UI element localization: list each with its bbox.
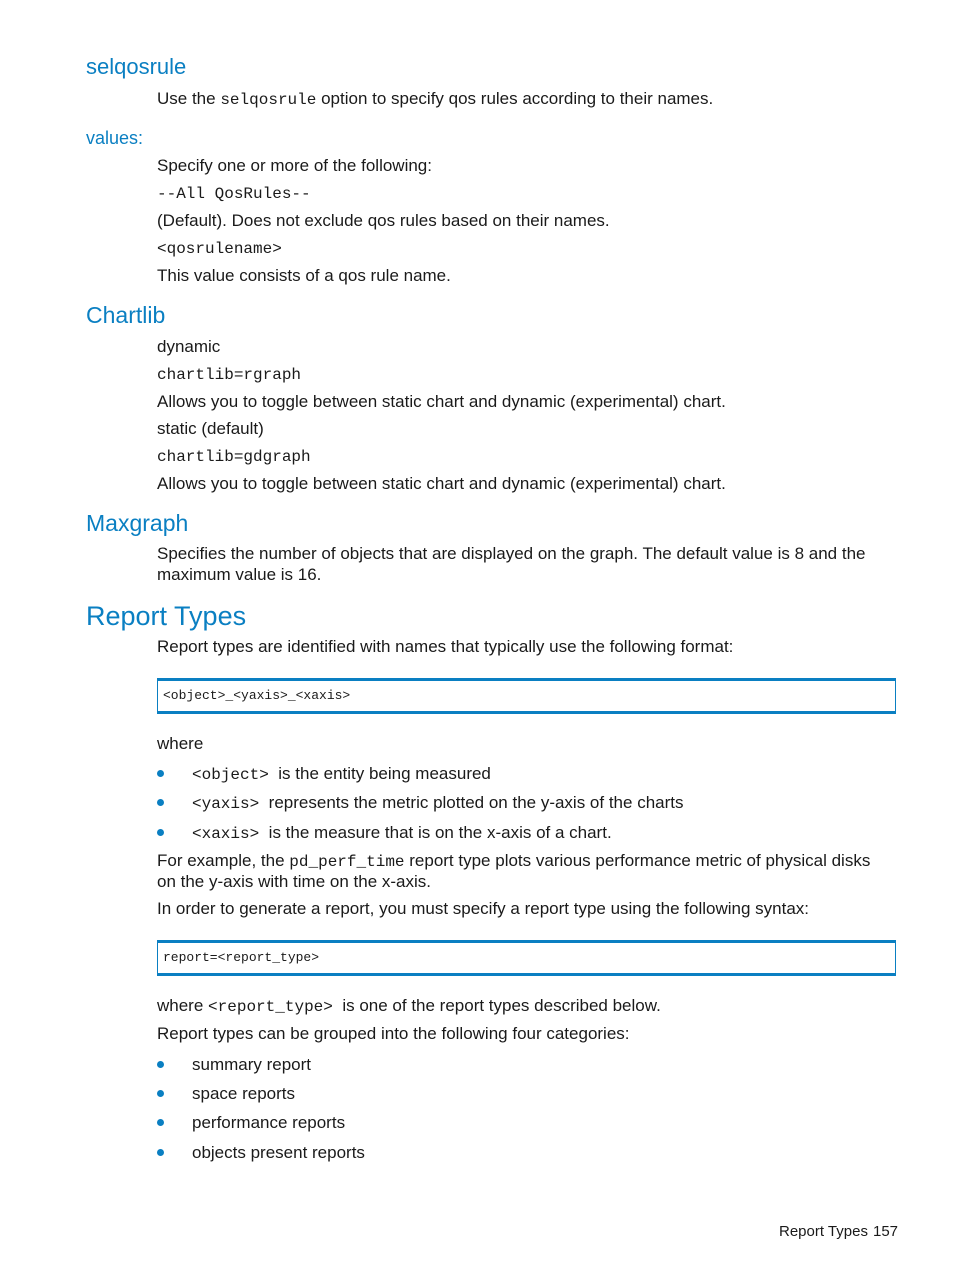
bullet-code: <object> bbox=[192, 766, 269, 784]
heading-maxgraph: Maxgraph bbox=[86, 510, 189, 536]
heading-selqosrule: selqosrule bbox=[86, 54, 187, 79]
bullet-text: is the entity being measured bbox=[278, 764, 491, 783]
desc-code: selqosrule bbox=[220, 91, 317, 109]
example-code: pd_perf_time bbox=[289, 853, 405, 871]
list-item: objects present reports bbox=[192, 1143, 365, 1162]
chartlib-static-label: static (default) bbox=[157, 419, 264, 438]
list-item bbox=[192, 792, 684, 815]
bullet-dot bbox=[157, 1061, 164, 1068]
page-number: 157 bbox=[873, 1223, 899, 1240]
where2-code: <report_type> bbox=[208, 998, 333, 1016]
where-report-type bbox=[157, 995, 661, 1018]
syntax-code-box bbox=[157, 940, 896, 976]
values-intro: Specify one or more of the following: bbox=[157, 156, 432, 175]
list-item: performance reports bbox=[192, 1113, 346, 1132]
example-line-2: on the y-axis with time on the x-axis. bbox=[157, 872, 432, 891]
heading-chartlib: Chartlib bbox=[86, 302, 166, 328]
bullet-dot bbox=[157, 1119, 164, 1126]
report-types-intro: Report types are identified with names that typically use the following format: bbox=[157, 637, 734, 656]
example-post: report type plots various performance metric of physical disks bbox=[409, 851, 871, 870]
example-line-1 bbox=[157, 850, 870, 873]
maxgraph-line-2: maximum value is 16. bbox=[157, 565, 322, 584]
where2-post: is one of the report types described below. bbox=[342, 996, 661, 1015]
chartlib-static-desc: Allows you to toggle between static chart and dynamic (experimental) chart. bbox=[157, 474, 726, 493]
chartlib-dynamic-code: chartlib=rgraph bbox=[157, 366, 302, 384]
syntax-code: report=<report_type> bbox=[163, 950, 320, 965]
format-code-box bbox=[157, 678, 896, 714]
maxgraph-line-1: Specifies the number of objects that are displayed on the graph. The default value is 8 and the bbox=[157, 544, 866, 563]
selqosrule-description bbox=[157, 88, 713, 111]
heading-report-types: Report Types bbox=[86, 601, 247, 631]
bullet-dot bbox=[157, 1090, 164, 1097]
format-code: <object>_<yaxis>_<xaxis> bbox=[163, 688, 351, 703]
list-item bbox=[192, 822, 612, 845]
bullet-code: <yaxis> bbox=[192, 795, 260, 813]
chartlib-dynamic-label: dynamic bbox=[157, 337, 221, 356]
where2-pre: where bbox=[157, 996, 204, 1015]
syntax-intro: In order to generate a report, you must specify a report type using the following syntax: bbox=[157, 899, 810, 918]
values-option-1-desc: (Default). Does not exclude qos rules based on their names. bbox=[157, 211, 610, 230]
footer-section: Report Types bbox=[779, 1223, 868, 1240]
values-option-2-desc: This value consists of a qos rule name. bbox=[157, 266, 451, 285]
bullet-dot bbox=[157, 799, 164, 806]
values-option-2-code: <qosrulename> bbox=[157, 240, 282, 258]
desc-post: option to specify qos rules according to their names. bbox=[321, 89, 714, 108]
example-pre: For example, the bbox=[157, 851, 285, 870]
bullet-dot bbox=[157, 770, 164, 777]
bullet-text: represents the metric plotted on the y-axis of the charts bbox=[268, 793, 684, 812]
list-item: summary report bbox=[192, 1055, 312, 1074]
list-item: space reports bbox=[192, 1084, 295, 1103]
list-item bbox=[192, 763, 491, 786]
where-label: where bbox=[157, 734, 204, 753]
heading-values: values: bbox=[86, 128, 144, 148]
bullet-dot bbox=[157, 1149, 164, 1156]
categories-intro: Report types can be grouped into the following four categories: bbox=[157, 1024, 630, 1043]
chartlib-static-code: chartlib=gdgraph bbox=[157, 448, 311, 466]
bullet-text: is the measure that is on the x-axis of a chart. bbox=[268, 823, 612, 842]
bullet-dot bbox=[157, 829, 164, 836]
desc-pre: Use the bbox=[157, 89, 216, 108]
bullet-code: <xaxis> bbox=[192, 825, 260, 843]
chartlib-dynamic-desc: Allows you to toggle between static chart and dynamic (experimental) chart. bbox=[157, 392, 726, 411]
values-option-1-code: --All QosRules-- bbox=[157, 185, 311, 203]
